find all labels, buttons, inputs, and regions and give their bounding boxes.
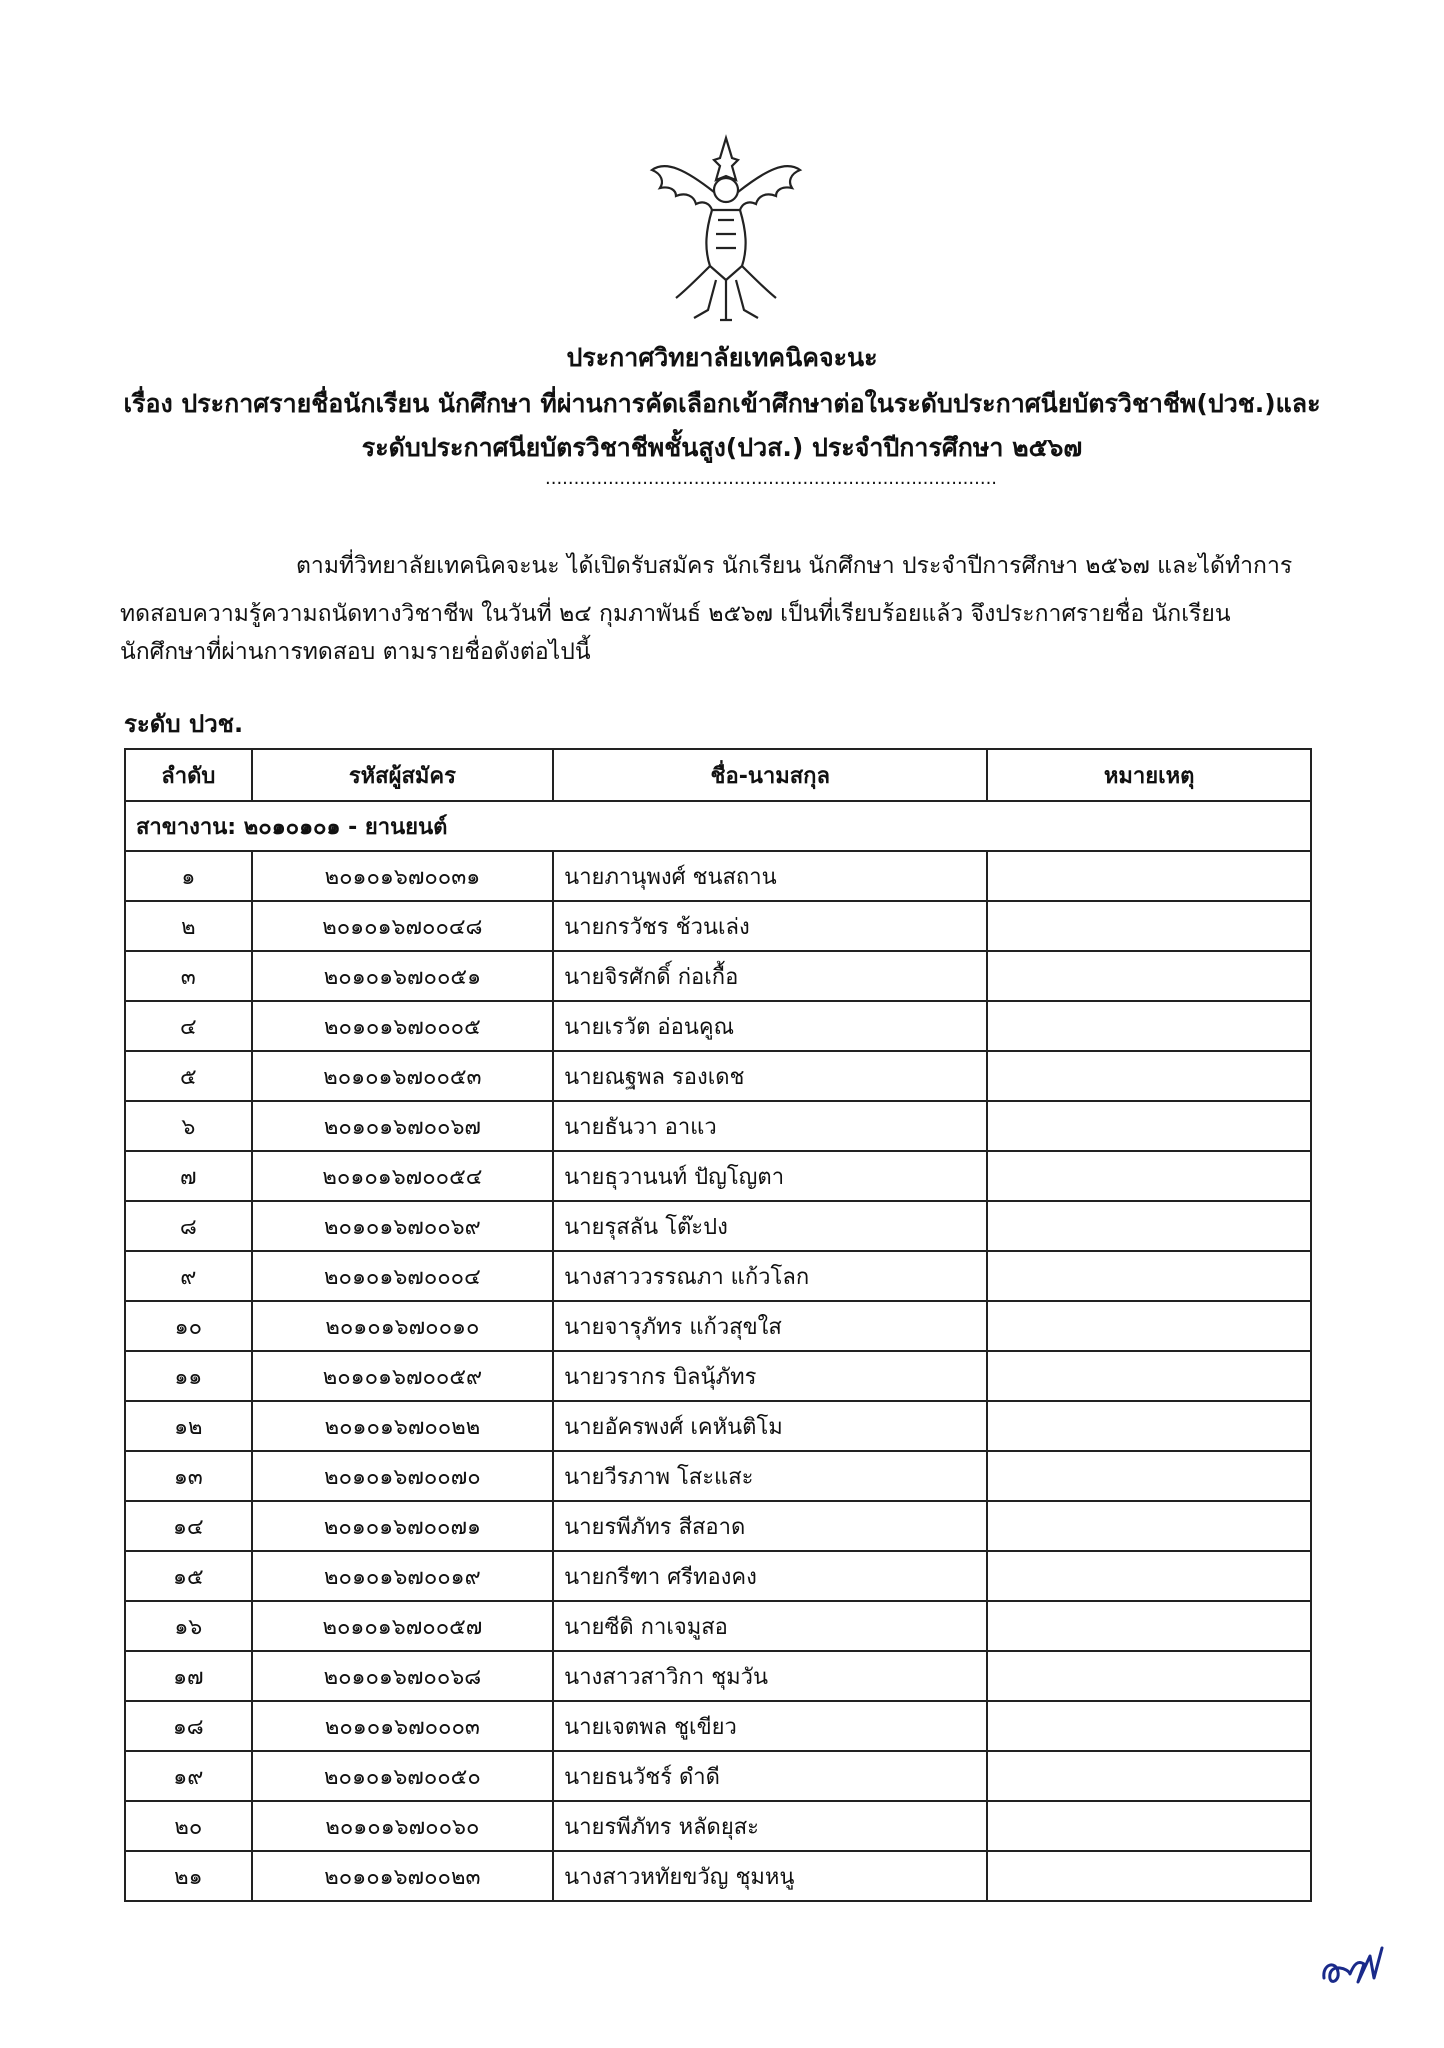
row-note bbox=[987, 1051, 1311, 1101]
row-note bbox=[987, 851, 1311, 901]
subject-line-2: ระดับประกาศนียบัตรวิชาชีพชั้นสูง(ปวส.) ประจำปีการศึกษา ๒๕๖๗ bbox=[361, 433, 1083, 462]
student-name: นายภานุพงศ์ ชนสถาน bbox=[553, 851, 987, 901]
table-row bbox=[125, 1551, 1311, 1601]
header-no: ลำดับ bbox=[125, 749, 252, 801]
row-number: ๗ bbox=[125, 1151, 252, 1201]
table-row bbox=[125, 1851, 1311, 1901]
student-name: นายเรวัต อ่อนคูณ bbox=[553, 1001, 987, 1051]
row-number: ๑๐ bbox=[125, 1301, 252, 1351]
row-number: ๑๘ bbox=[125, 1701, 252, 1751]
applicant-code: ๒๐๑๐๑๖๗๐๐๖๗ bbox=[252, 1101, 554, 1151]
row-number: ๑๓ bbox=[125, 1451, 252, 1501]
student-name: นายธุวานนท์ ปัญโญตา bbox=[553, 1151, 987, 1201]
applicant-code: ๒๐๑๐๑๖๗๐๐๐๔ bbox=[252, 1251, 554, 1301]
applicant-code: ๒๐๑๐๑๖๗๐๐๕๗ bbox=[252, 1601, 554, 1651]
row-number: ๘ bbox=[125, 1201, 252, 1251]
applicant-code: ๒๐๑๐๑๖๗๐๐๖๘ bbox=[252, 1651, 554, 1701]
row-note bbox=[987, 1251, 1311, 1301]
row-note bbox=[987, 1651, 1311, 1701]
row-note bbox=[987, 1151, 1311, 1201]
student-name: นายจิรศักดิ์ ก่อเกื้อ bbox=[553, 951, 987, 1001]
row-note bbox=[987, 1101, 1311, 1151]
row-note bbox=[987, 901, 1311, 951]
student-name: นายณฐพล รองเดช bbox=[553, 1051, 987, 1101]
table-row bbox=[125, 1101, 1311, 1151]
table-row bbox=[125, 1651, 1311, 1701]
table-row bbox=[125, 1801, 1311, 1851]
applicant-code: ๒๐๑๐๑๖๗๐๐๕๔ bbox=[252, 1151, 554, 1201]
table-row bbox=[125, 951, 1311, 1001]
row-number: ๑๒ bbox=[125, 1401, 252, 1451]
row-number: ๙ bbox=[125, 1251, 252, 1301]
row-note bbox=[987, 1551, 1311, 1601]
student-name: นายซีดิ กาเจมูสอ bbox=[553, 1601, 987, 1651]
table-row bbox=[125, 1701, 1311, 1751]
row-note bbox=[987, 1351, 1311, 1401]
row-number: ๒๑ bbox=[125, 1851, 252, 1901]
header-name: ชื่อ-นามสกุล bbox=[553, 749, 987, 801]
row-note bbox=[987, 1851, 1311, 1901]
table-row bbox=[125, 901, 1311, 951]
table-row bbox=[125, 1501, 1311, 1551]
row-number: ๑๑ bbox=[125, 1351, 252, 1401]
row-number: ๑๔ bbox=[125, 1501, 252, 1551]
student-name: นายรุสลัน โต๊ะปง bbox=[553, 1201, 987, 1251]
table-header-row bbox=[125, 749, 1311, 801]
row-number: ๑๙ bbox=[125, 1751, 252, 1801]
student-name: นายวรากร บิลนุ้ภัทร bbox=[553, 1351, 987, 1401]
student-table bbox=[124, 748, 1312, 1902]
row-number: ๕ bbox=[125, 1051, 252, 1101]
table-row bbox=[125, 1251, 1311, 1301]
applicant-code: ๒๐๑๐๑๖๗๐๐๐๓ bbox=[252, 1701, 554, 1751]
row-note bbox=[987, 1601, 1311, 1651]
student-name: นายธันวา อาแว bbox=[553, 1101, 987, 1151]
table-row bbox=[125, 851, 1311, 901]
signature-mark bbox=[1318, 1934, 1388, 1994]
row-number: ๖ bbox=[125, 1101, 252, 1151]
row-note bbox=[987, 951, 1311, 1001]
student-name: นายจารุภัทร แก้วสุขใส bbox=[553, 1301, 987, 1351]
applicant-code: ๒๐๑๐๑๖๗๐๐๕๙ bbox=[252, 1351, 554, 1401]
body-line-2: ทดสอบความรู้ความถนัดทางวิชาชีพ ในวันที่ ๒๔ กุมภาพันธ์ ๒๕๖๗ เป็นที่เรียบร้อยแล้ว จึงประกาศรายชื่อ นักเรียน bbox=[120, 601, 1231, 627]
body-line-1-text: ตามที่วิทยาลัยเทคนิคจะนะ ได้เปิดรับสมัคร นักเรียน นักศึกษา ประจำปีการศึกษา ๒๕๖๗ และได้ทำการ bbox=[296, 553, 1293, 579]
table-row bbox=[125, 1201, 1311, 1251]
student-name: นายธนวัชร์ ดำดี bbox=[553, 1751, 987, 1801]
row-note bbox=[987, 1451, 1311, 1501]
applicant-code: ๒๐๑๐๑๖๗๐๐๖๐ bbox=[252, 1801, 554, 1851]
table-row bbox=[125, 1351, 1311, 1401]
subject-line-1: เรื่อง ประกาศรายชื่อนักเรียน นักศึกษา ที่ผ่านการคัดเลือกเข้าศึกษาต่อในระดับประกาศนียบัตรวิชาชีพ(ปวช.)และ bbox=[123, 389, 1321, 418]
row-note bbox=[987, 1201, 1311, 1251]
student-name: นายรพีภัทร สีสอาด bbox=[553, 1501, 987, 1551]
row-note bbox=[987, 1501, 1311, 1551]
student-name: นายวีรภาพ โสะแสะ bbox=[553, 1451, 987, 1501]
table-row bbox=[125, 1751, 1311, 1801]
garuda-emblem-icon bbox=[646, 130, 806, 330]
row-note bbox=[987, 1301, 1311, 1351]
applicant-code: ๒๐๑๐๑๖๗๐๐๕๐ bbox=[252, 1751, 554, 1801]
row-note bbox=[987, 1801, 1311, 1851]
row-note bbox=[987, 1401, 1311, 1451]
applicant-code: ๒๐๑๐๑๖๗๐๐๔๘ bbox=[252, 901, 554, 951]
student-name: นายกรีฑา ศรีทองคง bbox=[553, 1551, 987, 1601]
table-row bbox=[125, 1601, 1311, 1651]
body-line-3: นักศึกษาที่ผ่านการทดสอบ ตามรายชื่อดังต่อไปนี้ bbox=[120, 639, 591, 665]
row-number: ๑๖ bbox=[125, 1601, 252, 1651]
applicant-code: ๒๐๑๐๑๖๗๐๐๒๒ bbox=[252, 1401, 554, 1451]
applicant-code: ๒๐๑๐๑๖๗๐๐๗๑ bbox=[252, 1501, 554, 1551]
applicant-code: ๒๐๑๐๑๖๗๐๐๐๕ bbox=[252, 1001, 554, 1051]
header-code: รหัสผู้สมัคร bbox=[252, 749, 554, 801]
row-number: ๓ bbox=[125, 951, 252, 1001]
major-label: สาขางาน: ๒๐๑๐๑๐๑ - ยานยนต์ bbox=[125, 801, 1311, 851]
applicant-code: ๒๐๑๐๑๖๗๐๐๑๐ bbox=[252, 1301, 554, 1351]
row-number: ๑๗ bbox=[125, 1651, 252, 1701]
table-row bbox=[125, 1301, 1311, 1351]
student-name: นายเจตพล ชูเขียว bbox=[553, 1701, 987, 1751]
applicant-code: ๒๐๑๐๑๖๗๐๐๕๓ bbox=[252, 1051, 554, 1101]
applicant-code: ๒๐๑๐๑๖๗๐๐๒๓ bbox=[252, 1851, 554, 1901]
applicant-code: ๒๐๑๐๑๖๗๐๐๓๑ bbox=[252, 851, 554, 901]
student-name: นางสาววรรณภา แก้วโลก bbox=[553, 1251, 987, 1301]
student-name: นายอัครพงศ์ เคหันติโม bbox=[553, 1401, 987, 1451]
row-note bbox=[987, 1701, 1311, 1751]
table-row bbox=[125, 1401, 1311, 1451]
level-label: ระดับ ปวช. bbox=[124, 710, 244, 738]
row-number: ๑ bbox=[125, 851, 252, 901]
applicant-code: ๒๐๑๐๑๖๗๐๐๖๙ bbox=[252, 1201, 554, 1251]
body-line-1 bbox=[120, 544, 1360, 588]
major-row bbox=[125, 801, 1311, 851]
student-name: นายรพีภัทร หลัดยุสะ bbox=[553, 1801, 987, 1851]
row-number: ๒ bbox=[125, 901, 252, 951]
row-number: ๑๕ bbox=[125, 1551, 252, 1601]
row-note bbox=[987, 1001, 1311, 1051]
table-row bbox=[125, 1051, 1311, 1101]
row-number: ๒๐ bbox=[125, 1801, 252, 1851]
row-note bbox=[987, 1751, 1311, 1801]
table-row bbox=[125, 1001, 1311, 1051]
applicant-code: ๒๐๑๐๑๖๗๐๐๑๙ bbox=[252, 1551, 554, 1601]
student-name: นางสาวสาวิกา ชุมวัน bbox=[553, 1651, 987, 1701]
header-note: หมายเหตุ bbox=[987, 749, 1311, 801]
table-row bbox=[125, 1451, 1311, 1501]
student-name: นายกรวัชร ช้วนเล่ง bbox=[553, 901, 987, 951]
applicant-code: ๒๐๑๐๑๖๗๐๐๕๑ bbox=[252, 951, 554, 1001]
separator-line: ............................................................................... bbox=[545, 468, 998, 489]
student-name: นางสาวหทัยขวัญ ชุมหนู bbox=[553, 1851, 987, 1901]
table-row bbox=[125, 1151, 1311, 1201]
announcement-title: ประกาศวิทยาลัยเทคนิคจะนะ bbox=[566, 343, 878, 372]
applicant-code: ๒๐๑๐๑๖๗๐๐๗๐ bbox=[252, 1451, 554, 1501]
row-number: ๔ bbox=[125, 1001, 252, 1051]
